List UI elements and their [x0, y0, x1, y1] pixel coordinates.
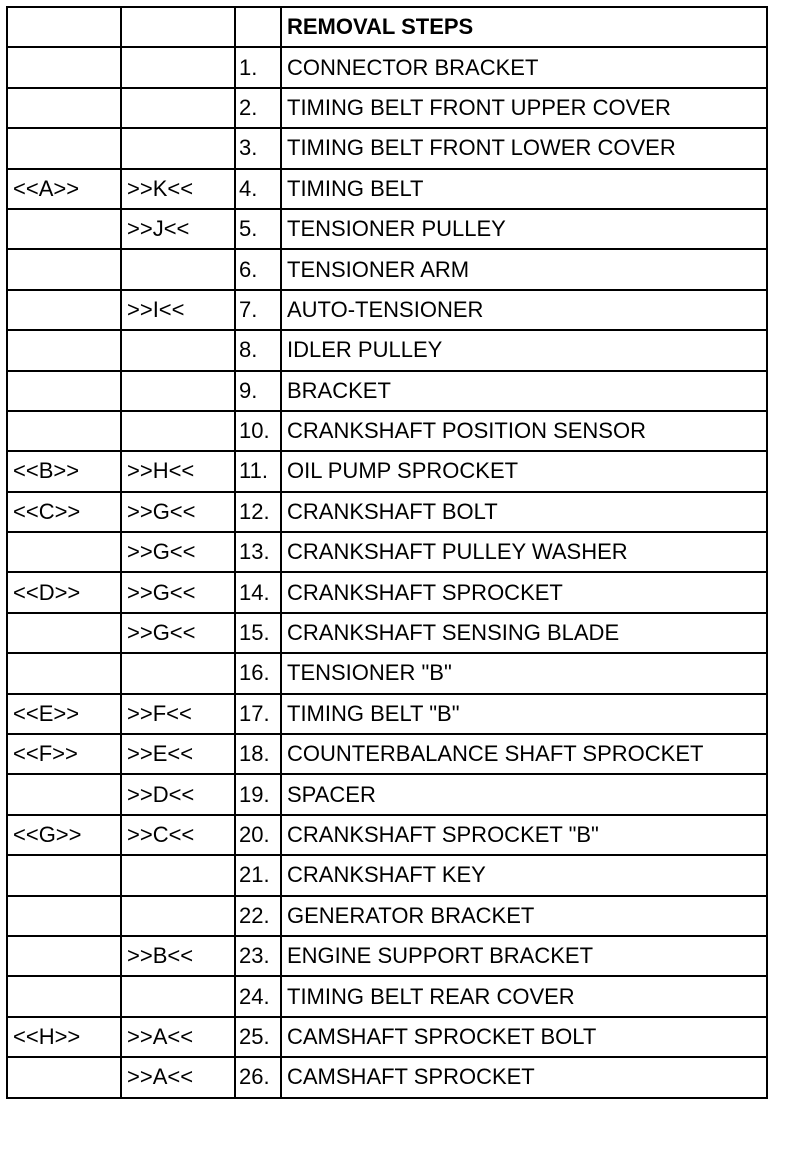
step-name: CRANKSHAFT SENSING BLADE — [281, 613, 767, 653]
step-number: 24. — [235, 976, 281, 1016]
table-row — [7, 936, 767, 976]
removal-service-point: >>G<< — [121, 613, 235, 653]
removal-service-point — [121, 411, 235, 451]
step-name: TENSIONER "B" — [281, 653, 767, 693]
header-installation-cell — [7, 7, 121, 47]
installation-service-point — [7, 976, 121, 1016]
installation-service-point — [7, 653, 121, 693]
removal-service-point — [121, 855, 235, 895]
step-number: 25. — [235, 1017, 281, 1057]
table-row — [7, 451, 767, 491]
removal-service-point — [121, 128, 235, 168]
step-number: 6. — [235, 249, 281, 289]
installation-service-point: <<F>> — [7, 734, 121, 774]
table-row — [7, 815, 767, 855]
step-name: COUNTERBALANCE SHAFT SPROCKET — [281, 734, 767, 774]
removal-service-point: >>C<< — [121, 815, 235, 855]
table-row — [7, 1017, 767, 1057]
removal-service-point: >>A<< — [121, 1057, 235, 1097]
removal-service-point — [121, 330, 235, 370]
table-row — [7, 371, 767, 411]
installation-service-point — [7, 532, 121, 572]
removal-steps-body — [7, 7, 767, 1098]
table-row — [7, 855, 767, 895]
step-name: CONNECTOR BRACKET — [281, 47, 767, 87]
step-number: 12. — [235, 492, 281, 532]
removal-service-point: >>G<< — [121, 532, 235, 572]
step-number: 19. — [235, 774, 281, 814]
table-row — [7, 209, 767, 249]
step-number: 26. — [235, 1057, 281, 1097]
step-number: 23. — [235, 936, 281, 976]
step-number: 15. — [235, 613, 281, 653]
removal-service-point: >>B<< — [121, 936, 235, 976]
step-name: TIMING BELT "B" — [281, 694, 767, 734]
removal-service-point: >>D<< — [121, 774, 235, 814]
removal-service-point — [121, 47, 235, 87]
step-name: CRANKSHAFT SPROCKET — [281, 572, 767, 612]
step-number: 22. — [235, 896, 281, 936]
step-number: 9. — [235, 371, 281, 411]
header-removal-cell — [121, 7, 235, 47]
installation-service-point — [7, 249, 121, 289]
table-row — [7, 774, 767, 814]
step-name: SPACER — [281, 774, 767, 814]
table-row — [7, 976, 767, 1016]
installation-service-point — [7, 47, 121, 87]
removal-service-point: >>F<< — [121, 694, 235, 734]
installation-service-point — [7, 371, 121, 411]
removal-service-point — [121, 249, 235, 289]
table-row — [7, 896, 767, 936]
removal-service-point: >>J<< — [121, 209, 235, 249]
table-row — [7, 653, 767, 693]
table-row — [7, 169, 767, 209]
installation-service-point — [7, 774, 121, 814]
table-row — [7, 47, 767, 87]
table-row — [7, 492, 767, 532]
step-name: CRANKSHAFT KEY — [281, 855, 767, 895]
step-name: BRACKET — [281, 371, 767, 411]
installation-service-point — [7, 1057, 121, 1097]
step-number: 16. — [235, 653, 281, 693]
removal-steps-table — [6, 6, 768, 1099]
installation-service-point — [7, 411, 121, 451]
installation-service-point: <<E>> — [7, 694, 121, 734]
installation-service-point — [7, 330, 121, 370]
installation-service-point: <<H>> — [7, 1017, 121, 1057]
table-row — [7, 128, 767, 168]
step-number: 3. — [235, 128, 281, 168]
installation-service-point — [7, 88, 121, 128]
step-number: 14. — [235, 572, 281, 612]
table-row — [7, 734, 767, 774]
removal-service-point: >>I<< — [121, 290, 235, 330]
step-name: AUTO-TENSIONER — [281, 290, 767, 330]
table-row — [7, 694, 767, 734]
step-name: TENSIONER PULLEY — [281, 209, 767, 249]
table-row — [7, 532, 767, 572]
step-number: 17. — [235, 694, 281, 734]
step-number: 7. — [235, 290, 281, 330]
step-name: TENSIONER ARM — [281, 249, 767, 289]
step-name: TIMING BELT REAR COVER — [281, 976, 767, 1016]
step-number: 20. — [235, 815, 281, 855]
step-name: CAMSHAFT SPROCKET — [281, 1057, 767, 1097]
step-name: IDLER PULLEY — [281, 330, 767, 370]
step-number: 18. — [235, 734, 281, 774]
table-row — [7, 330, 767, 370]
step-number: 11. — [235, 451, 281, 491]
installation-service-point: <<B>> — [7, 451, 121, 491]
step-number: 21. — [235, 855, 281, 895]
step-name: CRANKSHAFT POSITION SENSOR — [281, 411, 767, 451]
installation-service-point: <<G>> — [7, 815, 121, 855]
step-name: CAMSHAFT SPROCKET BOLT — [281, 1017, 767, 1057]
table-row — [7, 613, 767, 653]
step-number: 10. — [235, 411, 281, 451]
installation-service-point: <<C>> — [7, 492, 121, 532]
step-number: 2. — [235, 88, 281, 128]
removal-service-point: >>K<< — [121, 169, 235, 209]
header-number-cell — [235, 7, 281, 47]
table-row — [7, 572, 767, 612]
installation-service-point: <<D>> — [7, 572, 121, 612]
step-number: 5. — [235, 209, 281, 249]
removal-service-point — [121, 371, 235, 411]
installation-service-point — [7, 855, 121, 895]
step-number: 1. — [235, 47, 281, 87]
installation-service-point — [7, 290, 121, 330]
removal-service-point: >>E<< — [121, 734, 235, 774]
table-row — [7, 411, 767, 451]
step-name: TIMING BELT FRONT LOWER COVER — [281, 128, 767, 168]
installation-service-point — [7, 613, 121, 653]
step-number: 4. — [235, 169, 281, 209]
removal-service-point: >>H<< — [121, 451, 235, 491]
installation-service-point — [7, 128, 121, 168]
table-row — [7, 1057, 767, 1097]
table-row — [7, 249, 767, 289]
installation-service-point — [7, 209, 121, 249]
removal-service-point: >>G<< — [121, 492, 235, 532]
header-title: REMOVAL STEPS — [281, 7, 767, 47]
step-name: CRANKSHAFT BOLT — [281, 492, 767, 532]
step-name: OIL PUMP SPROCKET — [281, 451, 767, 491]
step-name: CRANKSHAFT PULLEY WASHER — [281, 532, 767, 572]
installation-service-point — [7, 936, 121, 976]
removal-service-point: >>G<< — [121, 572, 235, 612]
table-row — [7, 290, 767, 330]
step-name: CRANKSHAFT SPROCKET "B" — [281, 815, 767, 855]
step-name: ENGINE SUPPORT BRACKET — [281, 936, 767, 976]
step-name: GENERATOR BRACKET — [281, 896, 767, 936]
table-header-row — [7, 7, 767, 47]
removal-service-point — [121, 896, 235, 936]
removal-service-point — [121, 88, 235, 128]
installation-service-point — [7, 896, 121, 936]
installation-service-point: <<A>> — [7, 169, 121, 209]
removal-service-point — [121, 653, 235, 693]
step-name: TIMING BELT — [281, 169, 767, 209]
step-name: TIMING BELT FRONT UPPER COVER — [281, 88, 767, 128]
step-number: 8. — [235, 330, 281, 370]
step-number: 13. — [235, 532, 281, 572]
removal-service-point — [121, 976, 235, 1016]
removal-service-point: >>A<< — [121, 1017, 235, 1057]
table-row — [7, 88, 767, 128]
